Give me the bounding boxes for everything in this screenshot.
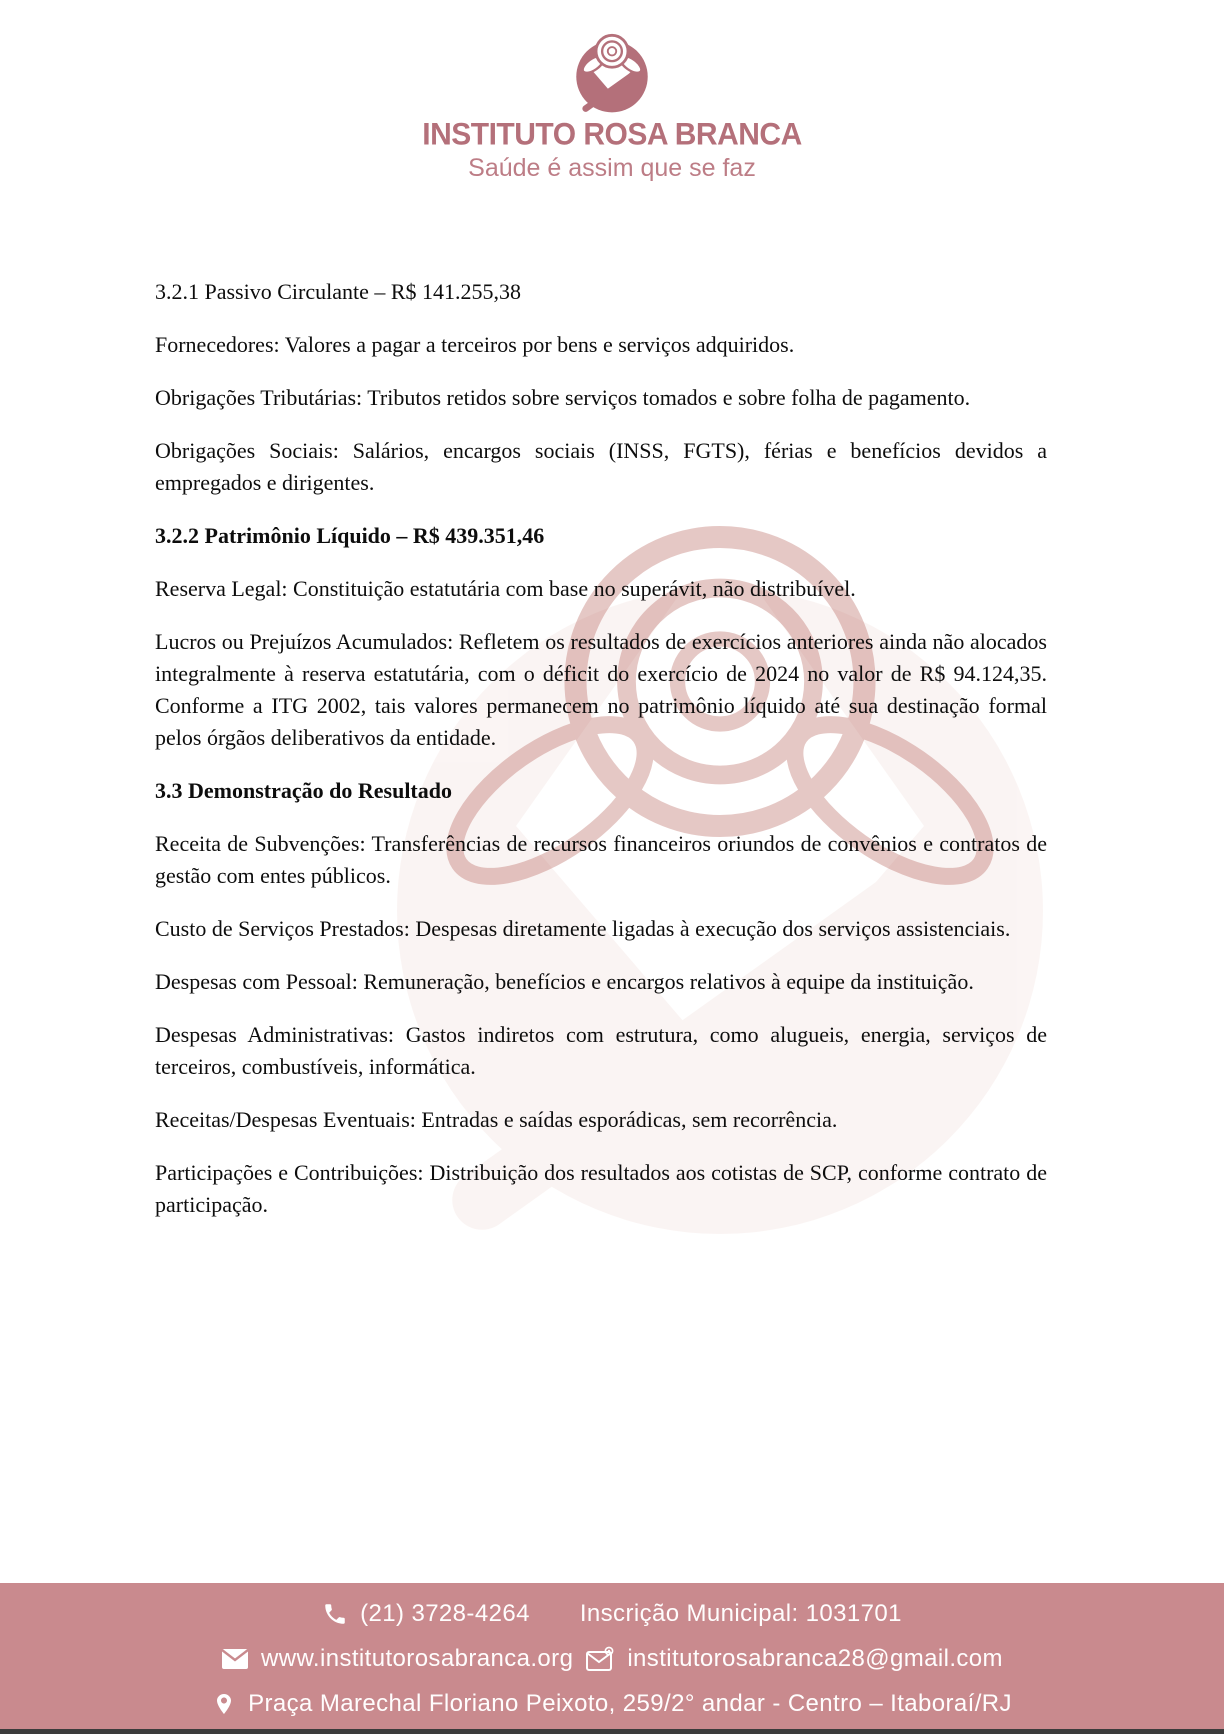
para-receitas-despesas-eventuais: Receitas/Despesas Eventuais: Entradas e saídas esporádicas, sem recorrência. <box>155 1107 838 1132</box>
para-despesas-administrativas: Despesas Administrativas: Gastos indiretos com estrutura, como alugueis, energia, serviços de terceiros, combustíveis, informática. <box>155 1022 1047 1079</box>
email-envelope-icon <box>585 1646 615 1672</box>
email-address: institutorosabranca28@gmail.com <box>627 1645 1003 1672</box>
phone-number: (21) 3728-4264 <box>360 1600 530 1627</box>
municipal-registration: Inscrição Municipal: 1031701 <box>579 1600 902 1627</box>
address-group <box>212 1690 1012 1718</box>
rose-logo-icon <box>553 24 671 118</box>
footer-row-phone <box>0 1600 1224 1628</box>
heading-patrimonio-liquido: 3.2.2 Patrimônio Líquido – R$ 439.351,46 <box>155 523 545 548</box>
website-group <box>221 1645 573 1673</box>
para-custo-servicos: Custo de Serviços Prestados: Despesas diretamente ligadas à execução dos serviços assistenciais. <box>155 916 1011 941</box>
envelope-icon <box>221 1648 249 1670</box>
para-obrigacoes-tributarias: Obrigações Tributárias: Tributos retidos sobre serviços tomados e sobre folha de pagamento. <box>155 385 971 410</box>
phone-icon <box>322 1601 348 1627</box>
footer <box>0 1583 1224 1734</box>
street-address: Praça Marechal Floriano Peixoto, 259/2° andar - Centro – Itaboraí/RJ <box>248 1690 1012 1717</box>
phone-group <box>322 1600 530 1628</box>
para-obrigacoes-sociais: Obrigações Sociais: Salários, encargos sociais (INSS, FGTS), férias e benefícios devidos a empregados e dirigentes. <box>155 438 1047 495</box>
email-group <box>585 1645 1003 1673</box>
para-reserva-legal: Reserva Legal: Constituição estatutária com base no superávit, não distribuível. <box>155 576 856 601</box>
document-body <box>155 276 1047 1242</box>
website-url: www.institutorosabranca.org <box>261 1645 574 1672</box>
para-lucros-prejuizos: Lucros ou Prejuízos Acumulados: Refletem os resultados de exercícios anteriores ainda não alocados integralmente à reserva estatutária, com o déficit do exercício de 2024 no valor de R$ 94.124,35. Conforme a ITG 2002, tais valores permanecem no patrimônio líquido até sua destinação formal pelos órgãos deliberativos da entidade. <box>155 629 1047 750</box>
para-despesas-pessoal: Despesas com Pessoal: Remuneração, benefícios e encargos relativos à equipe da instituição. <box>155 969 974 994</box>
location-pin-icon <box>212 1690 236 1718</box>
logo-title: INSTITUTO ROSA BRANCA <box>422 117 802 152</box>
letterhead <box>0 24 1224 183</box>
logo-tagline: Saúde é assim que se faz <box>468 154 756 182</box>
heading-demonstracao-resultado: 3.3 Demonstração do Resultado <box>155 778 452 803</box>
footer-row-web-email <box>0 1645 1224 1673</box>
para-participacoes-contribuicoes: Participações e Contribuições: Distribuição dos resultados aos cotistas de SCP, conforme contrato de participação. <box>155 1160 1047 1217</box>
heading-passivo-circulante: 3.2.1 Passivo Circulante – R$ 141.255,38 <box>155 279 522 304</box>
para-fornecedores: Fornecedores: Valores a pagar a terceiros por bens e serviços adquiridos. <box>155 332 795 357</box>
para-receita-subvencoes: Receita de Subvenções: Transferências de recursos financeiros oriundos de convênios e contratos de gestão com entes públicos. <box>155 831 1047 888</box>
page-bottom-edge <box>0 1729 1224 1734</box>
footer-row-address <box>0 1690 1224 1718</box>
